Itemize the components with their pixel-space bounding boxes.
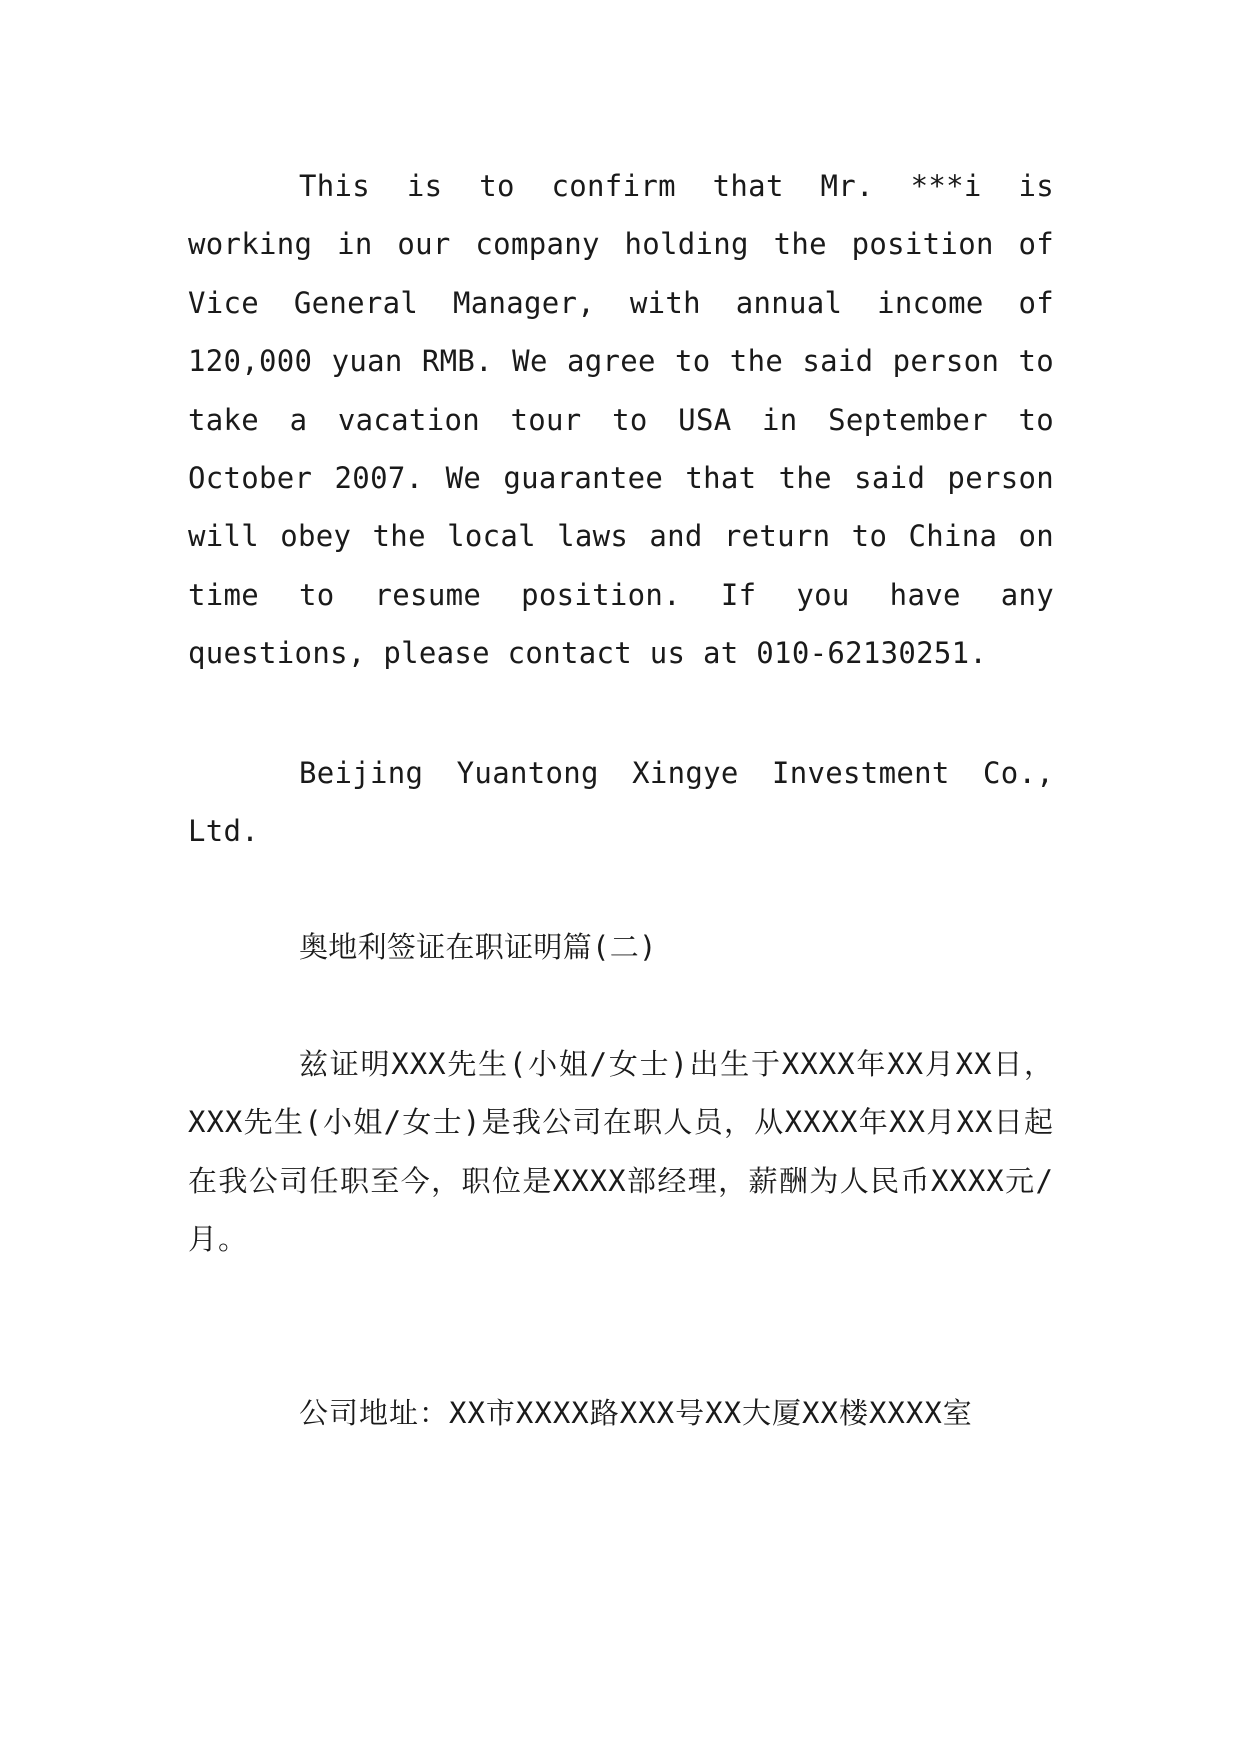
company-address: 公司地址：XX市XXXX路XXX号XX大厦XX楼XXXX室 <box>299 1396 973 1430</box>
section-heading: 奥地利签证在职证明篇(二) <box>299 930 657 964</box>
chinese-certificate-paragraph: 兹证明XXX先生(小姐/女士)出生于XXXX年XX月XX日，XXX先生(小姐/女士)是我公司在职人员，从XXXX年XX月XX日起在我公司任职至今，职位是XXXX部经理，薪酬为人民币XXXX元/月。 <box>188 1047 1054 1257</box>
english-confirmation-paragraph: This is to confirm that Mr. ***i is working in our company holding the position of Vice General Manager, with annual income of 120,000 yuan RMB. We agree to the said person to take a vacation tour to USA in September to October 2007. We guarantee that the said person will obey the local laws and return to China on time to resume position. If you have any questions, please contact us at 010-62130251. <box>188 169 1054 671</box>
company-signature: Beijing Yuantong Xingye Investment Co., Ltd. <box>188 756 1054 849</box>
